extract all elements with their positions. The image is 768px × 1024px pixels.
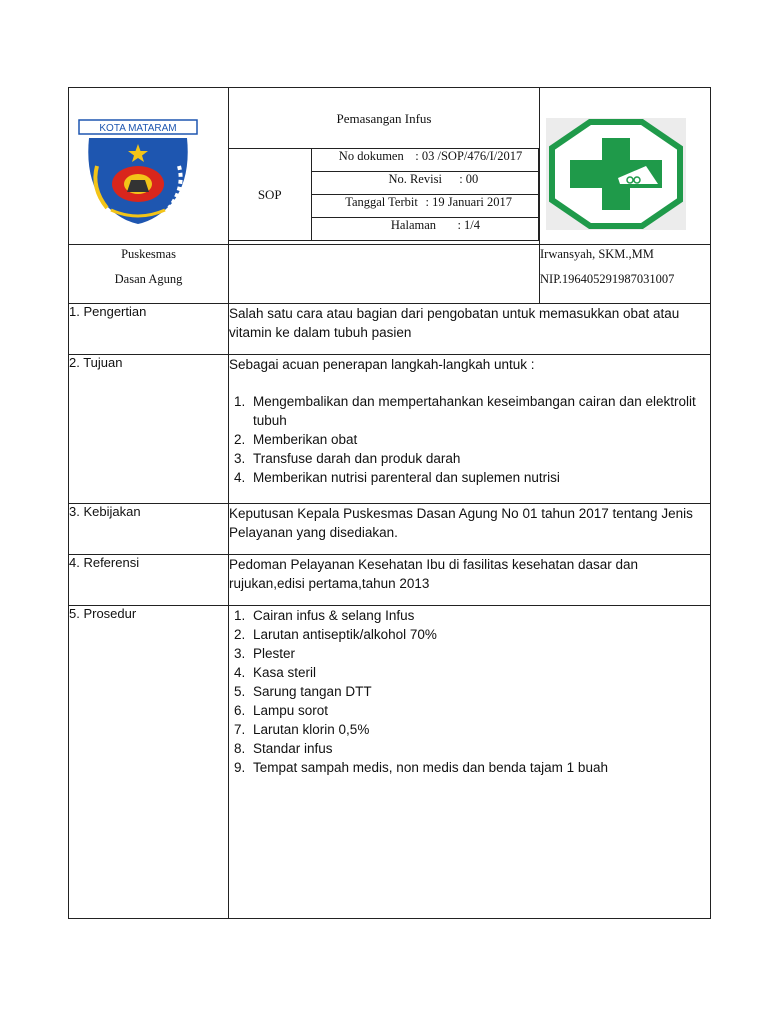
tujuan-list [229,392,710,487]
sop-table [68,87,711,919]
meta-row-tanggal-terbit: Tanggal Terbit : 19 Januari 2017 [311,195,539,218]
signatory-name: Irwansyah, SKM.,MM [540,247,654,261]
puskesmas-cross-icon [546,118,686,230]
list-item: 1. Cairan infus & selang Infus [249,606,710,625]
section-content-referensi [229,555,711,606]
section-label-pengertian: 1. Pengertian [69,304,229,355]
section-content-pengertian [229,304,711,355]
kota-mataram-label: KOTA MATARAM [99,123,177,134]
list-item: 6. Lampu sorot [249,701,710,720]
section-label-referensi: 4. Referensi [69,555,229,606]
kebijakan-text: Keputusan Kepala Puskesmas Dasan Agung No 01 tahun 2017 tentang Jenis Pelayanan yang disediakan. [229,506,693,540]
section-label-tujuan: 2. Tujuan [69,355,229,504]
section-label-kebijakan: 3. Kebijakan [69,504,229,555]
list-item: 3. Plester [249,644,710,663]
title-cell [229,88,540,245]
sop-label: SOP [229,149,311,241]
list-item: 3. Transfuse darah dan produk darah [249,449,710,468]
section-content-prosedur [229,606,711,919]
kota-mataram-emblem-icon [77,118,199,228]
document-title: Pemasangan Infus [336,111,432,126]
prosedur-list [229,606,710,777]
section-content-kebijakan [229,504,711,555]
meta-row-no-revisi: No. Revisi : 00 [311,172,539,195]
list-item: 9. Tempat sampah medis, non medis dan benda tajam 1 buah [249,758,710,777]
org-name: Puskesmas [121,247,176,261]
left-logo-cell [69,88,229,245]
pengertian-text: Salah satu cara atau bagian dari pengobatan untuk memasukkan obat atau vitamin ke dalam tubuh pasien [229,306,680,340]
blank-cell [229,245,540,304]
list-item: 2. Memberikan obat [249,430,710,449]
list-item: 8. Standar infus [249,739,710,758]
meta-row-no-dokumen: No dokumen : 03 /SOP/476/I/2017 [311,149,539,172]
section-label-prosedur: 5. Prosedur [69,606,229,919]
org-branch: Dasan Agung [114,272,183,286]
referensi-text: Pedoman Pelayanan Kesehatan Ibu di fasilitas kesehatan dasar dan rujukan,edisi pertama,tahun 2013 [229,557,639,591]
list-item: 7. Larutan klorin 0,5% [249,720,710,739]
section-content-tujuan [229,355,711,504]
tujuan-intro: Sebagai acuan penerapan langkah-langkah untuk : [229,357,535,372]
list-item: 1. Mengembalikan dan mempertahankan keseimbangan cairan dan elektrolit tubuh [249,392,710,430]
list-item: 2. Larutan antiseptik/alkohol 70% [249,625,710,644]
signatory-nip: NIP.196405291987031007 [540,272,675,286]
signatory-cell [540,245,711,304]
right-logo-cell [540,88,711,245]
list-item: 4. Memberikan nutrisi parenteral dan suplemen nutrisi [249,468,710,487]
org-cell [69,245,229,304]
list-item: 5. Sarung tangan DTT [249,682,710,701]
meta-table [229,148,539,241]
list-item: 4. Kasa steril [249,663,710,682]
meta-row-halaman: Halaman : 1/4 [311,218,539,241]
